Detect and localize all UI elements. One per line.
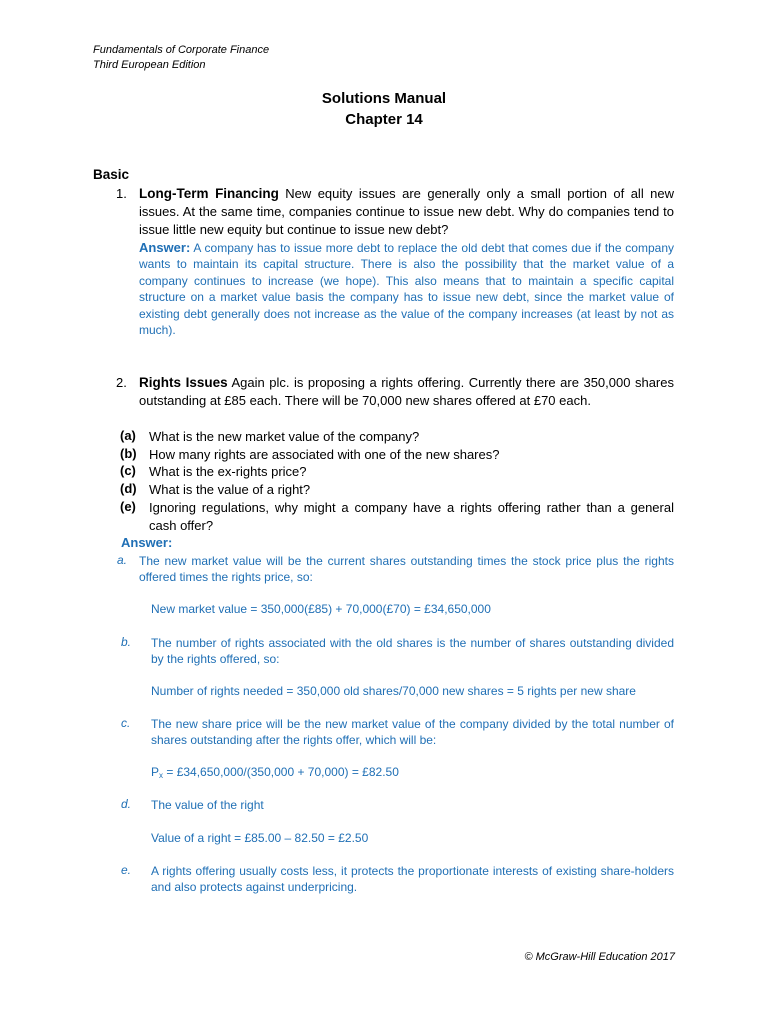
answer-d-label: d. <box>121 797 132 811</box>
answer-e-text: A rights offering usually costs less, it protects the proportionate interests of existing share-holders and also protects against underpricing. <box>151 864 674 895</box>
q2-part-text: What is the ex-rights price? <box>149 464 307 479</box>
q1-text: New equity issues are generally only a small portion of all new issues. At the same time, companies continue to issue new debt. Why do companies tend to issue little new equity but continue to issue new debt? <box>139 186 674 237</box>
price-symbol: P <box>151 765 160 779</box>
section-heading: Basic <box>93 167 130 182</box>
q1-number: 1. <box>116 186 127 201</box>
q2-question <box>139 374 674 410</box>
answer-d-text: The value of the right <box>151 798 264 812</box>
q2-part-text: What is the new market value of the company? <box>149 429 420 444</box>
answer-c-label: c. <box>121 716 131 730</box>
q2-part-label: (e) <box>120 499 136 514</box>
q2-part-label: (a) <box>120 428 136 443</box>
answer-a-label: a. <box>117 553 128 567</box>
q2-text: Again plc. is proposing a rights offering. Currently there are 350,000 shares outstanding at £85 each. There will be 70,000 new shares offered at £70 each. <box>139 375 674 408</box>
q2-part-text: What is the value of a right? <box>149 482 311 497</box>
book-title: Fundamentals of Corporate Finance <box>93 44 270 56</box>
price-subscript: x <box>159 771 164 780</box>
answer-c-calc-rest: = £34,650,000/(350,000 + 70,000) = £82.50 <box>163 765 399 779</box>
chapter-title: Chapter 14 <box>345 111 423 128</box>
answer-b-calc: Number of rights needed = 350,000 old shares/70,000 new shares = 5 rights per new share <box>151 684 636 698</box>
q1-answer-text: A company has to issue more debt to replace the old debt that comes due if the company wants to maintain its capital structure. There is also the possibility that the market value of a company continues to increase (we hope). This also means that to maintain a specific capital structure on a market value basis the company has to issue new debt, since the market value of existing debt generally does not increase as the value of the company increases (at least by not as much). <box>139 241 674 338</box>
answer-b-label: b. <box>121 635 132 649</box>
q2-answer-label: Answer: <box>121 535 173 550</box>
q2-number: 2. <box>116 375 127 390</box>
q1-topic: Long-Term Financing <box>139 186 279 201</box>
answer-c-text: The new share price will be the new market value of the company divided by the total number of shares outstanding after the rights offer, which will be: <box>151 717 674 748</box>
answer-a-text: The new market value will be the current shares outstanding times the stock price plus the rights offered times the rights price, so: <box>139 554 674 585</box>
page-title: Solutions Manual <box>321 90 447 107</box>
answer-b-text: The number of rights associated with the old shares is the number of shares outstanding divided by the rights offered, so: <box>151 636 674 667</box>
answer-e-label: e. <box>121 863 132 877</box>
q2-part-text: Ignoring regulations, why might a company have a rights offering rather than a general cash offer? <box>149 500 674 533</box>
copyright-footer: © McGraw-Hill Education 2017 <box>524 951 675 963</box>
q2-part-text: How many rights are associated with one of the new shares? <box>149 447 500 462</box>
q2-topic: Rights Issues <box>139 375 228 390</box>
q2-part-label: (d) <box>120 481 137 496</box>
q2-part-label: (b) <box>120 446 137 461</box>
edition: Third European Edition <box>93 59 206 71</box>
answer-a-calc: New market value = 350,000(£85) + 70,000(£70) = £34,650,000 <box>151 602 491 616</box>
answer-c-calc <box>151 764 399 784</box>
q1-question <box>139 185 674 239</box>
answer-d-calc: Value of a right = £85.00 – 82.50 = £2.50 <box>151 831 369 845</box>
q1-answer <box>139 240 674 338</box>
q1-answer-label: Answer: <box>139 240 191 255</box>
q2-part-label: (c) <box>120 463 136 478</box>
